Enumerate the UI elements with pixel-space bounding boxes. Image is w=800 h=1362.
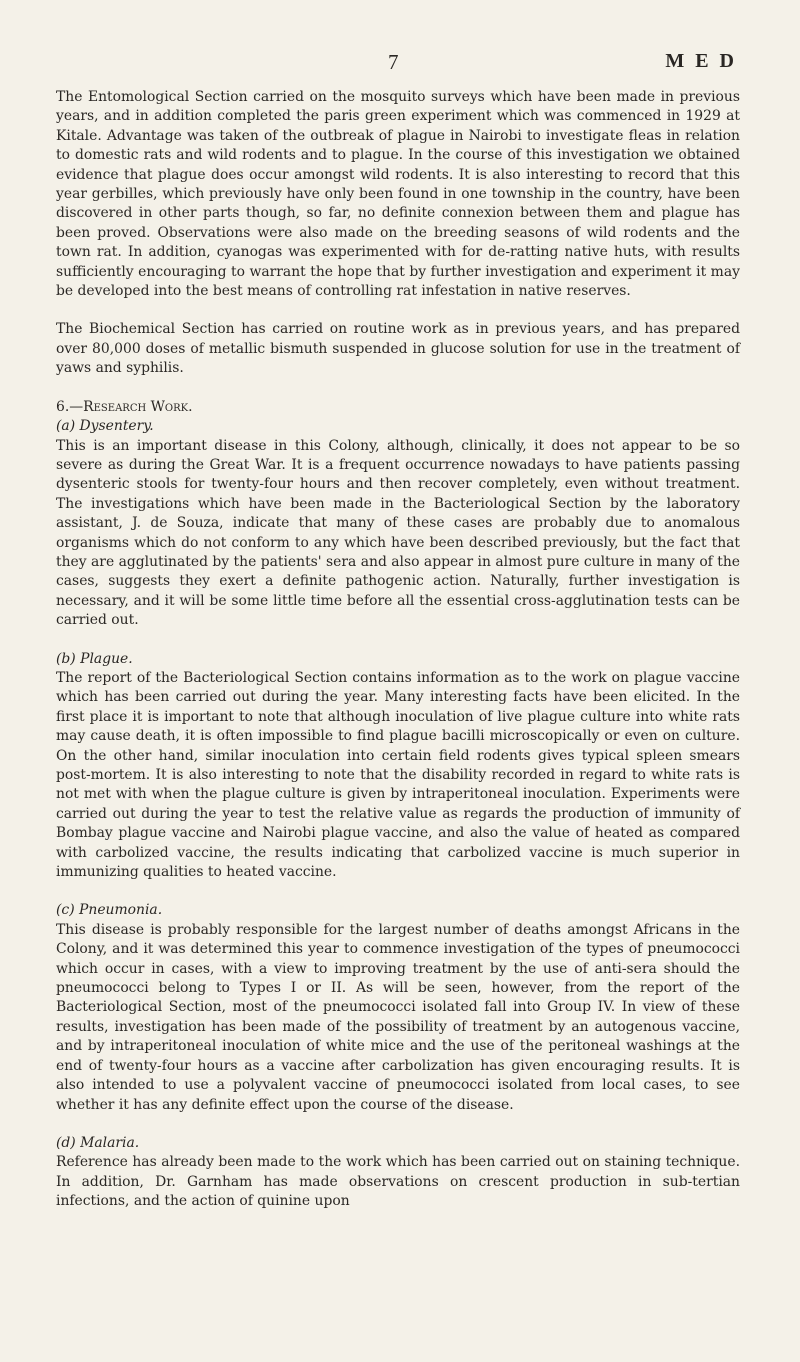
subhead-dysentery: (a) Dysentery. — [56, 418, 154, 435]
research-heading — [56, 398, 740, 417]
research-heading-number: 6.— — [56, 398, 84, 415]
subhead-malaria: (d) Malaria. — [56, 1134, 140, 1151]
page-header — [0, 50, 800, 80]
subhead-pneumonia: (c) Pneumonia. — [56, 902, 163, 919]
research-heading-title: Research Work. — [83, 398, 193, 415]
paragraph-biochemical: The Biochemical Section has carried on routine work as in previous years, and has prepared over 80,000 doses of metallic bismuth suspended in glucose solution for use in the treatment of yaws and syphilis. — [56, 321, 740, 377]
paragraph-pneumonia: This disease is probably responsible for the largest number of deaths amongst Africans in the Colony, and it was determined this year to commence investigation of the types of pneumococci which occur in cases, with a view to improving treatment by the use of anti-sera should the pneumococci belong to Types I or II. As will be seen, however, from the report of the Bacteriological Section, most of the pneumococci isolated fall into Group IV. In view of these results, investigation has been made of the possibility of treatment by an autogenous vaccine, and by intraperitoneal inoculation of white mice and the use of the peritoneal washings at the end of twenty-four hours as a vaccine after carbolization has given encouraging results. It is also intended to use a polyvalent vaccine of pneumococci isolated from local cases, to see whether it has any definite effect upon the course of the disease. — [56, 921, 740, 1113]
paragraph-entomological: The Entomological Section carried on the mosquito surveys which have been made in previous years, and in addition completed the paris green experiment which was commenced in 1929 at Kitale. Advantage was taken of the outbreak of plague in Nairobi to investigate fleas in relation to domestic rats and wild rodents and to plague. In the course of this investigation we obtained evidence that plague does occur amongst wild rodents. It is also interesting to record that this year gerbilles, which previously have only been found in one township in the country, have been discovered in other parts though, so far, no definite connexion between them and plague has been proved. Observations were also made on the breeding seasons of wild rodents and the town rat. In addition, cyanogas was experimented with for de-ratting native huts, with results sufficiently encouraging to warrant the hope that by further investigation and experiment it may be developed into the best means of controlling rat infestation in native reserves. — [56, 89, 740, 300]
paragraph-malaria: Reference has already been made to the work which has been carried out on staining technique. In addition, Dr. Garnham has made observations on crescent production in sub-tertian infections, and the action of quinine upon — [56, 1154, 740, 1210]
paragraph-plague: The report of the Bacteriological Section contains information as to the work on plague vaccine which has been carried out during the year. Many interesting facts have been elicited. In the first place it is important to note that although inoculation of live plague culture into white rats may cause death, it is often impossible to find plague bacilli microscopically or even on culture. On the other hand, similar inoculation into certain field rodents gives typical spleen smears post-mortem. It is also interesting to note that the disability recorded in regard to white rats is not met with when the plague culture is given by intraperitoneal inoculation. Experiments were carried out during the year to test the relative value as regards the production of immunity of Bombay plague vaccine and Nairobi plague vaccine, and also the value of heated as compared with carbolized vaccine, the results indicating that carbolized vaccine is much superior in immunizing qualities to heated vaccine. — [56, 669, 740, 881]
page-number: 7 — [388, 50, 399, 74]
running-head: M E D — [665, 50, 737, 72]
body-text — [56, 88, 740, 1212]
paragraph-dysentery: This is an important disease in this Colony, although, clinically, it does not appear to be so severe as during the Great War. It is a frequent occurrence nowadays to have patients passing dysenteric stools for twenty-four hours and then recover completely, even without treatment. The investigations which have been made in the Bacteriological Section by the laboratory assistant, J. de Souza, indicate that many of these cases are probably due to anomalous organisms which do not conform to any which have been described previously, but the fact that they are agglutinated by the patients' sera and also appear in almost pure culture in many of the cases, suggests they exert a definite pathogenic action. Naturally, further investigation is necessary, and it will be some little time before all the essential cross-agglutination tests can be carried out. — [56, 437, 740, 629]
subhead-plague: (b) Plague. — [56, 650, 133, 667]
